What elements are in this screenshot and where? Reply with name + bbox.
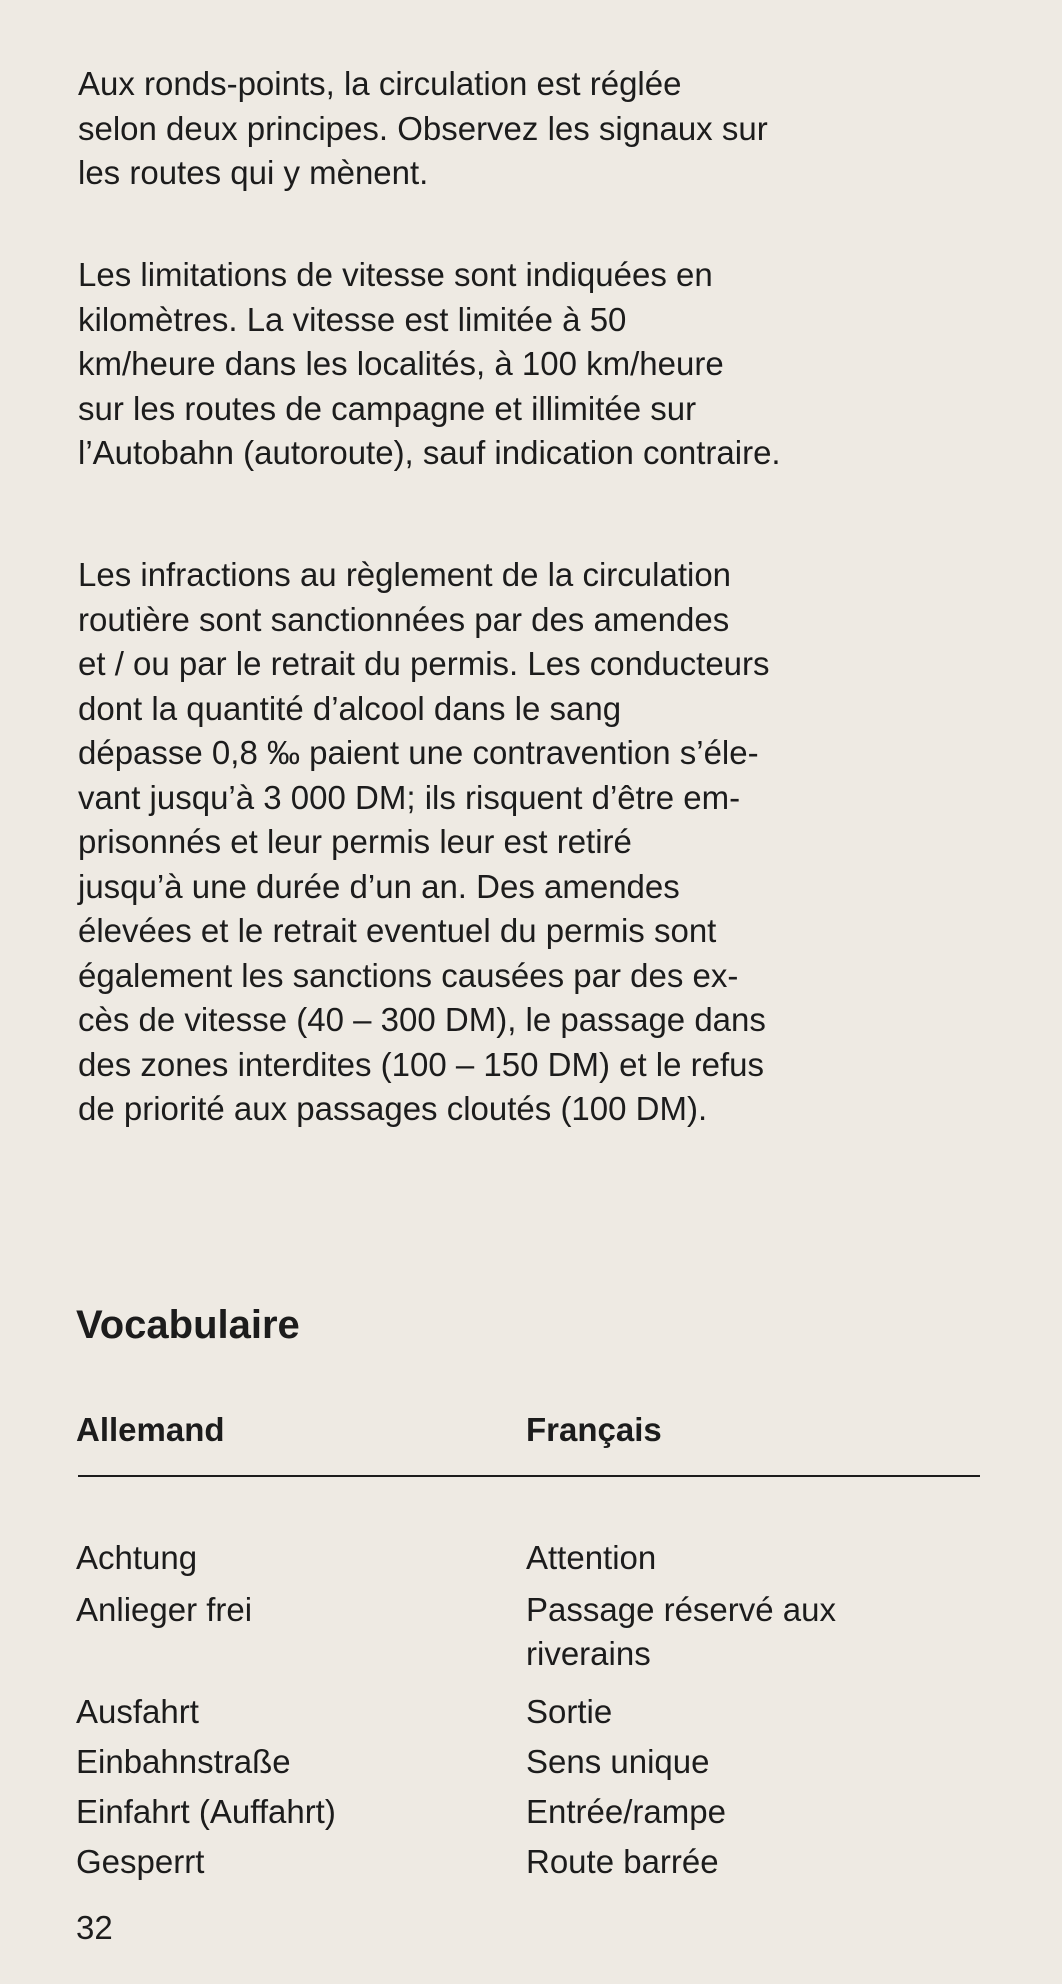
text-line: jusqu’à une durée d’un an. Des amendes [78,867,680,905]
text-line: routière sont sanctionnées par des amendes [78,600,730,638]
french-term-line: Attention [526,1539,657,1576]
text-line: cès de vitesse (40 – 300 DM), le passage dans [78,1001,766,1038]
french-term [526,1536,656,1580]
french-term-line: Passage réservé aux [526,1591,837,1628]
french-term-line: Entrée/rampe [526,1793,726,1830]
text-line: l’Autobahn (autoroute), sauf indication contraire. [78,434,781,471]
text-line: les routes qui y mènent. [78,154,429,191]
column-header-french: Français [526,1411,662,1448]
text-line: dépasse 0,8 ‰ paient une contravention s’éle- [78,734,759,771]
header-rule [78,1475,980,1477]
text-line: vant jusqu’à 3 000 DM; ils risquent d’être em- [78,778,741,816]
text-line: élevées et le retrait eventuel du permis sont [78,912,717,949]
paragraph-roundabouts [78,62,998,196]
french-term-line: Sens unique [526,1743,710,1780]
text-line: sur les routes de campagne et illimitée sur [78,389,697,427]
german-term: Einbahnstraße [76,1743,291,1780]
text-line: Aux ronds-points, la circulation est réglée [78,65,682,102]
text-line: Les limitations de vitesse sont indiquées en [78,256,713,293]
text-line: également les sanctions causées par des ex- [78,956,739,994]
text-line: Les infractions au règlement de la circulation [78,556,732,593]
text-line: des zones interdites (100 – 150 DM) et le refus [78,1045,765,1083]
french-term-line: riverains [526,1635,651,1672]
german-term: Einfahrt (Auffahrt) [76,1793,336,1830]
french-term [526,1588,836,1676]
text-line: prisonnés et leur permis leur est retiré [78,823,632,860]
german-term: Achtung [76,1539,198,1576]
french-term-line: Sortie [526,1693,613,1730]
paragraph-speed-limits [78,253,998,476]
column-header-german: Allemand [76,1411,225,1448]
french-term [526,1690,612,1734]
text-line: selon deux principes. Observez les signaux sur [78,109,768,147]
french-term-line: Route barrée [526,1843,719,1880]
paragraph-infractions [78,553,998,1132]
text-line: et / ou par le retrait du permis. Les conducteurs [78,645,770,682]
vocabulary-heading: Vocabulaire [76,1303,300,1347]
text-line: km/heure dans les localités, à 100 km/heure [78,345,724,382]
german-term: Gesperrt [76,1843,205,1880]
text-line: kilomètres. La vitesse est limitée à 50 [78,300,627,338]
french-term [526,1790,726,1834]
text-line: de priorité aux passages cloutés (100 DM). [78,1090,708,1127]
french-term [526,1740,709,1784]
german-term: Anlieger frei [76,1591,253,1628]
text-line: dont la quantité d’alcool dans le sang [78,689,622,727]
german-term: Ausfahrt [76,1693,199,1730]
page-number: 32 [76,1909,113,1946]
french-term [526,1840,719,1884]
